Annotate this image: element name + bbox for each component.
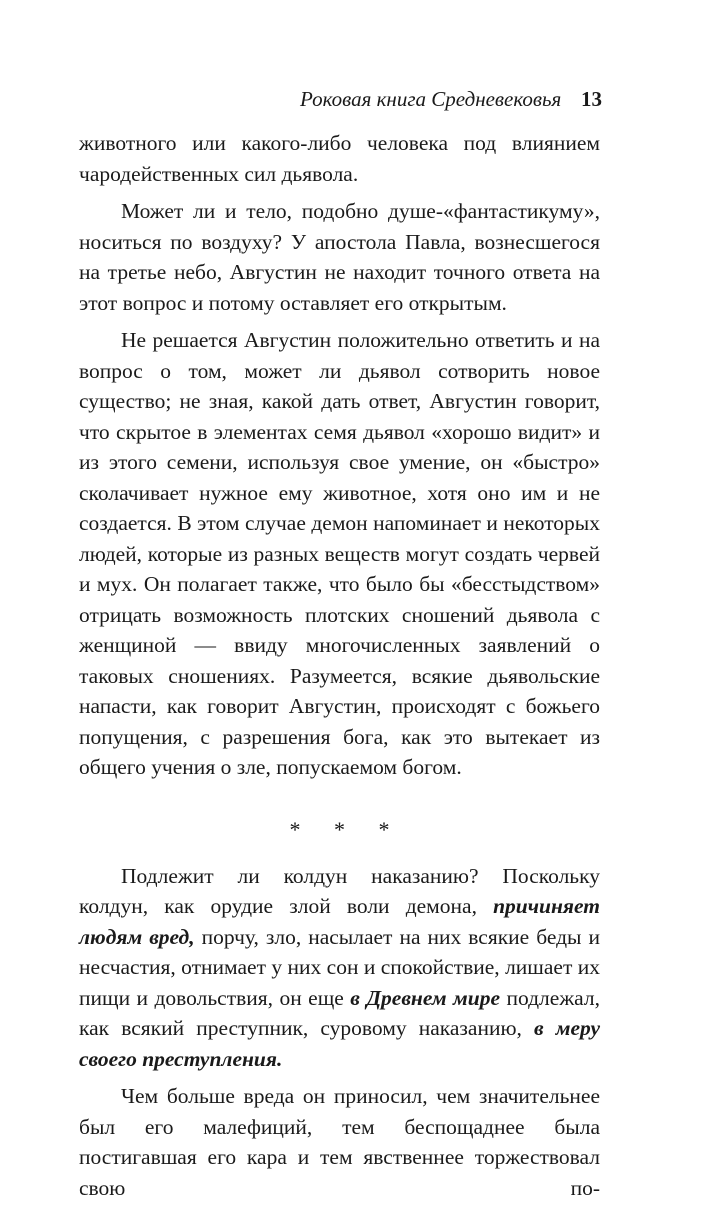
paragraph-punishment-text-2: порчу, зло, насылает на них всякие беды и несчастия, отнимает у них сон и спокойствие, лишает их пищи и довольствия, он еще [79,924,600,1010]
emphasis-ancient-world: в Древнем мире [350,985,501,1010]
running-head [300,86,602,112]
page-number: 13 [581,87,602,111]
body-text [79,128,600,1210]
paragraph-punishment-text-1: Подлежит ли колдун наказанию? Поскольку колдун, как орудие злой воли демона, [79,863,600,918]
section-separator: * * * [289,816,404,842]
emphasis-measure-of-crime: в меру своего преступления. [79,1016,601,1071]
paragraph-punishment-text-3: подлежал, как всякий преступник, суровому наказанию, [79,985,601,1040]
paragraph-continuation: животного или какого-либо человека под влиянием чародейственных сил дьявола. [79,131,600,186]
emphasis-harm: причиняет людям вред, [79,894,600,949]
paragraph-punishment [79,861,600,1075]
paragraph-flight-question: Может ли и тело, подобно душе-«фантастикуму», носиться по воздуху? У апостола Павла, вознесшегося на третье небо, Августин не находит точного ответа на этот вопрос и потому оставляет его открытым. [79,199,600,315]
paragraph-creation-question: Не решается Августин положительно ответить и на вопрос о том, может ли дьявол сотворить новое существо; не зная, какой дать ответ, Августин говорит, что скрытое в элементах семя дьявол «хорошо видит» и из этого семени, используя свое умение, он «быстро» сколачивает нужное ему животное, хотя оно им и не создается. В этом случае демон напоминает и некоторых людей, которые из разных веществ могут создать червей и мух. Он полагает также, что было бы «бесстыдством» отрицать возможность плотских сношений дьявола с женщиной — ввиду многочисленных заявлений о таковых сношениях. Разумеется, всякие дьявольские напасти, как говорит Августин, происходят с божьего попущения, с разрешения бога, как это вытекает из общего учения о зле, попускаемом богом. [79,328,600,779]
paragraph-harm-severity: Чем больше вреда он приносил, чем значительнее был его малефиций, тем беспощаднее была постигавшая его кара и тем явственнее торжествовал свою по- [79,1084,600,1200]
running-title: Роковая книга Средневековья [300,87,562,111]
